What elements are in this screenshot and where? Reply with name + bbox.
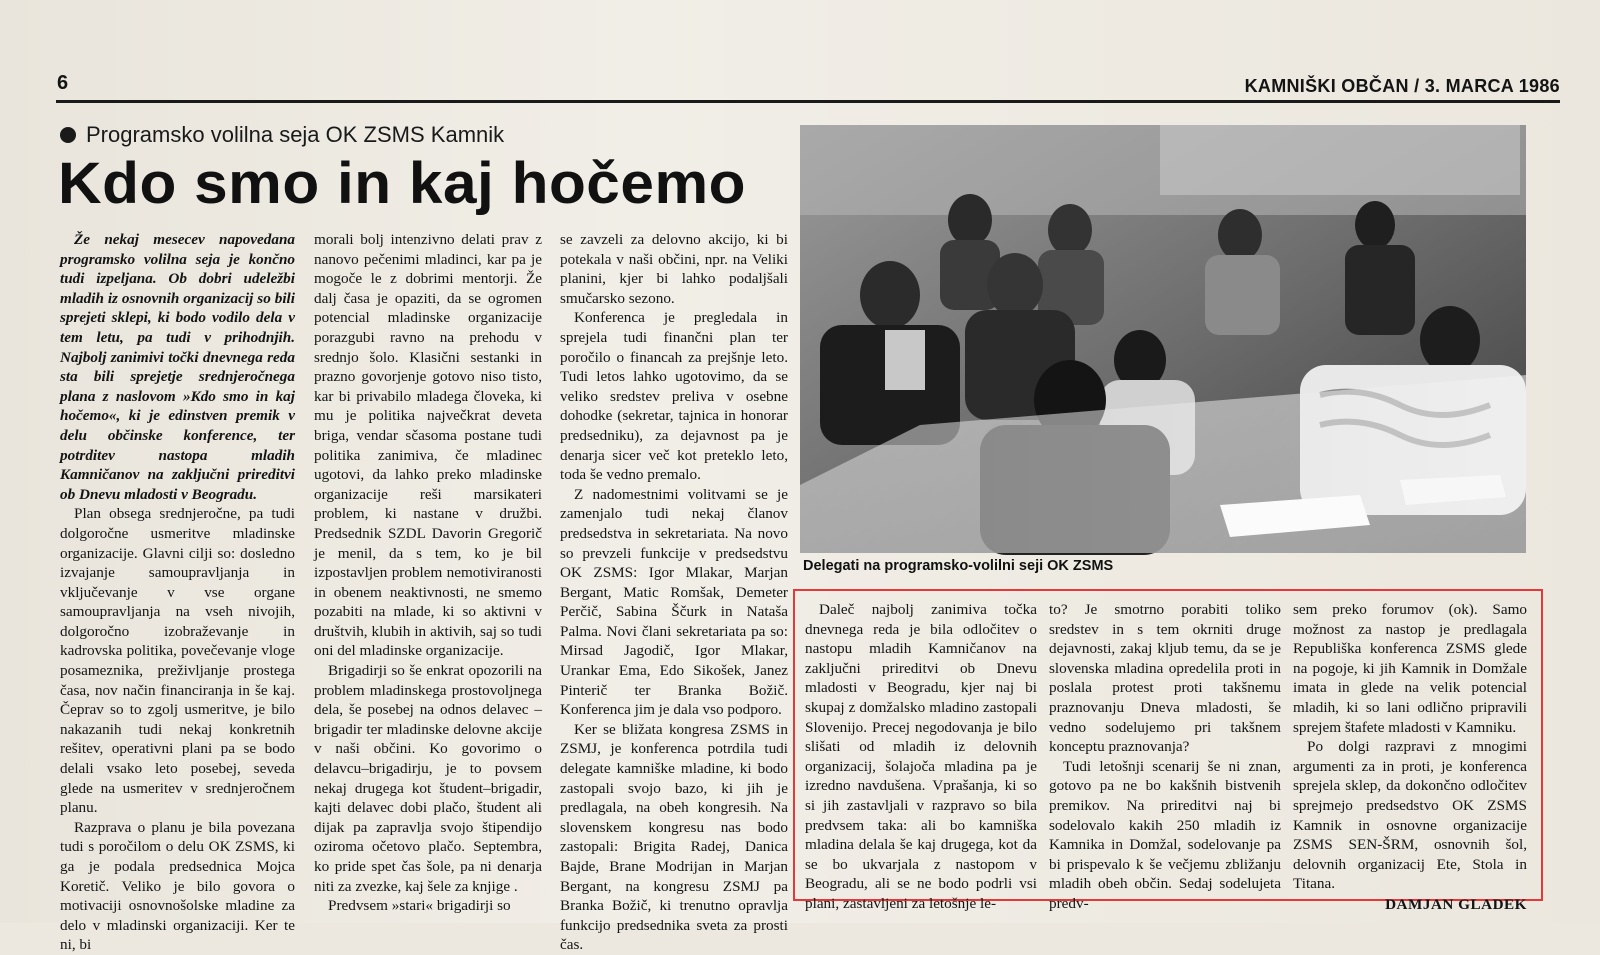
headline: Kdo smo in kaj hočemo bbox=[58, 151, 746, 216]
article-column-2 bbox=[314, 230, 542, 916]
body-paragraph: Ker se bližata kongresa ZSMS in ZSMJ, je konferenca potrdila tudi delegate kamniške mladine, ki bodo zastopali svojo bazo, ki jih je predlagala, na obeh kongresih. Na slovenskem kongresu nas bodo zastopali: Brigita Radej, Danica Bajde, Brane Modrijan in Marjan Bergant, na kongresu ZSMJ pa Branka Božič, ki trenutno opravlja funkcijo predsednika sveta za prosti čas. bbox=[560, 720, 788, 954]
author-signature: DAMJAN GLADEK bbox=[1385, 895, 1527, 913]
masthead: KAMNIŠKI OBČAN / 3. MARCA 1986 bbox=[1244, 76, 1560, 96]
box-column-2 bbox=[1049, 600, 1281, 914]
body-paragraph: morali bolj intenzivno delati prav z nanovo pečenimi mladinci, kar pa je mogoče le z dobrimi mentorji. Že dalj časa je opaziti, da se ogromen potencial mladinske organizacije porazgubi ravno na prehodu v srednjo šolo. Klasični sestanki in prazno govorjenje gotovo niso tisto, kar bi privabilo mladega človeka, ki mu je politika največkrat deveta briga, vendar sčasoma postane tudi politika zanimiva, če mladinec ugotovi, da lahko preko mladinske organizacije reši marsikateri problem, ki nastane v družbi. Predsednik SZDL Davorin Gregorič je menil, da s tem, ko je bil izpostavljen problem nemotiviranosti in obenem neaktivnosti, ne smemo pozabiti na mlade, ki so aktivni v društvih, klubih in aktivih, saj so tudi oni del mladinske organizacije. bbox=[314, 231, 542, 660]
body-paragraph: Predvsem »stari« brigadirji so bbox=[328, 897, 511, 915]
body-paragraph: se zavzeli za delovno akcijo, ki bi potekala v naši občini, npr. na Veliki planini, kjer bi lahko podaljšali smučarsko sezono. bbox=[560, 231, 788, 307]
body-paragraph: Brigadirji so še enkrat opozorili na problem mladinskega prostovoljnega dela, še posebej na odnos delavec – brigadir ter mladinske delovne akcije v naši občini. Ko govorimo o delavcu–brigadirju, je to povsem nekaj drugega kot študent–brigadir, kajti delavec dobi plačo, študent ali dijak pa zapravlja svojo štipendijo oziroma očetovo plačo. Septembra, ko pride spet čas šole, pa ni denarja niti za zvezke, kaj šele za knjige . bbox=[314, 662, 542, 895]
page-number: 6 bbox=[57, 72, 69, 94]
body-paragraph: Z nadomestnimi volitvami se je zamenjalo tudi nekaj članov predsedstva in sekretariata. Na novo so prevzeli funkcije v predsedstvu OK ZSMS: Igor Mlakar, Marjan Bergant, Matic Romšak, Demeter Perčič, Sabina Ščurk in Nataša Palma. Novi člani sekretariata pa so: Mirsad Jagodič, Igor Mlakar, Urankar Ema, Edo Sikošek, Janez Pinterič ter Branka Božič. Konferenca jim je dala vso podporo. bbox=[560, 485, 788, 719]
box-column-1 bbox=[805, 600, 1037, 914]
photo-caption: Delegati na programsko-volilni seji OK ZSMS bbox=[803, 558, 1114, 574]
box-column-3 bbox=[1293, 600, 1527, 915]
lead-paragraph: Že nekaj mesecev napovedana programsko volilna seja je končno tudi izpeljana. Ob dobri udeležbi mladih iz osnovnih organizacij so bili sprejeti sklepi, ki bodo vodilo dela v tem letu, pa tudi v prihodnjih. Najbolj zanimivi točki dnevnega reda sta bili sprejetje srednjeročnega plana z naslovom »Kdo smo in kaj hočemo«, ki je edinstven premik v delu občinske konference, ter potrditev nastopa mladih Kamničanov na zaključni prireditvi ob Dnevu mladosti v Beogradu. bbox=[60, 231, 295, 503]
body-paragraph: Po dolgi razpravi z mnogimi argumenti za in proti, je konferenca sprejela sklep, da dokončno odločitev sprejmejo predsedstvo OK ZSMS Kamnik in osnovne organizacije ZSMS SEN-ŠRM, osnovnih šol, delovnih organizacij Ete, Stola in Titana. bbox=[1293, 738, 1527, 893]
body-paragraph: Razprava o planu je bila povezana tudi s poročilom o delu OK ZSMS, ki ga je podala predsednica Mojca Koretič. Veliko je bilo govora o motivaciji osnovnošolske mladine za delo v mladinski organizaciji. Ker te ni, bi bbox=[60, 818, 295, 954]
body-paragraph: Plan obsega srednjeročne, pa tudi dolgoročne usmeritve mladinske organizacije. Glavni cilji so: dosledno izvajanje samoupravljanja in vključevanje v vse organe samoupravljanja na vseh nivojih, dolgoročno izobraževanje in kadrovska politika, povečevanje vloge posameznika, preživljanje prostega časa, nov način financiranja in še kaj. Čeprav so to zgolj usmeritve, je bilo nakazanih tudi nekaj konkretnih rešitev, operativni plani pa se bodo delali vsako leto posebej, seveda glede na usmeritev v srednjeročnem planu. bbox=[60, 505, 295, 817]
article-column-3 bbox=[560, 230, 788, 955]
kicker-text: Programsko volilna seja OK ZSMS Kamnik bbox=[86, 122, 505, 147]
bullet-icon bbox=[60, 127, 76, 143]
header-rule bbox=[56, 100, 1560, 103]
photo-illustration bbox=[800, 125, 1526, 553]
article-kicker bbox=[60, 122, 504, 148]
body-paragraph: sem preko forumov (ok). Samo možnost za nastop je predlagala Republiška konferenca ZSMS glede na pogoje, ki jih Kamnik in Domžale imata in glede na velik potencial mladih, ki so lani odlično pripravili sprejem štafete mladosti v Kamniku. bbox=[1293, 601, 1527, 736]
body-paragraph: Tudi letošnji scenarij še ni znan, gotovo pa ne bo kakšnih bistvenih premikov. Na prireditvi naj bi sodelovalo kakih 250 mladih iz Kamnika in Domžal, sodelovanje pa bi prispevalo k še večjemu zbližanju mladih obeh občin. Sedaj sodelujeta predv- bbox=[1049, 757, 1281, 912]
body-paragraph: Daleč najbolj zanimiva točka dnevnega reda je bila odločitev o nastopu mladih Kamničanov na zaključni prireditvi ob Dnevu mladosti v Beogradu, kjer naj bi skupaj z domžalsko mladino zastopali Slovenijo. Precej negodovanja je bilo slišati od mladih iz delovnih organizacij, šolajoča mladina pa je izredno navdušena. Vprašanja, ki so si jih zastavljali v razpravo so bila predvsem taka: ali bo kamniška mladina delala še kaj drugega, kot da se bo ukvarjala z nastopom v Beogradu, ali se ne bodo podrli vsi plani, zastavljeni za letošnje le- bbox=[805, 601, 1037, 912]
body-paragraph: Konferenca je pregledala in sprejela tudi finančni plan ter poročilo o financah za prejšnje leto. Tudi letos lahko ugotovimo, da se veliko sredstev preliva v osebne dohodke (sekretar, tajnica in honorar predsedniku), za dejavnost pa je denarja sicer več kot preteklo leto, toda še vedno premalo. bbox=[560, 309, 788, 484]
photo-delegates bbox=[800, 125, 1526, 553]
article-column-1 bbox=[60, 230, 295, 955]
body-paragraph: to? Je smotrno porabiti toliko sredstev in s tem okrniti druge dejavnosti, zakaj kljub temu, da se je slovenska mladina opredelila proti in poslala protest proti takšnemu praznovanju Dneva mladosti, še vedno sodelujemo pri takšnem konceptu praznovanja? bbox=[1049, 601, 1281, 756]
